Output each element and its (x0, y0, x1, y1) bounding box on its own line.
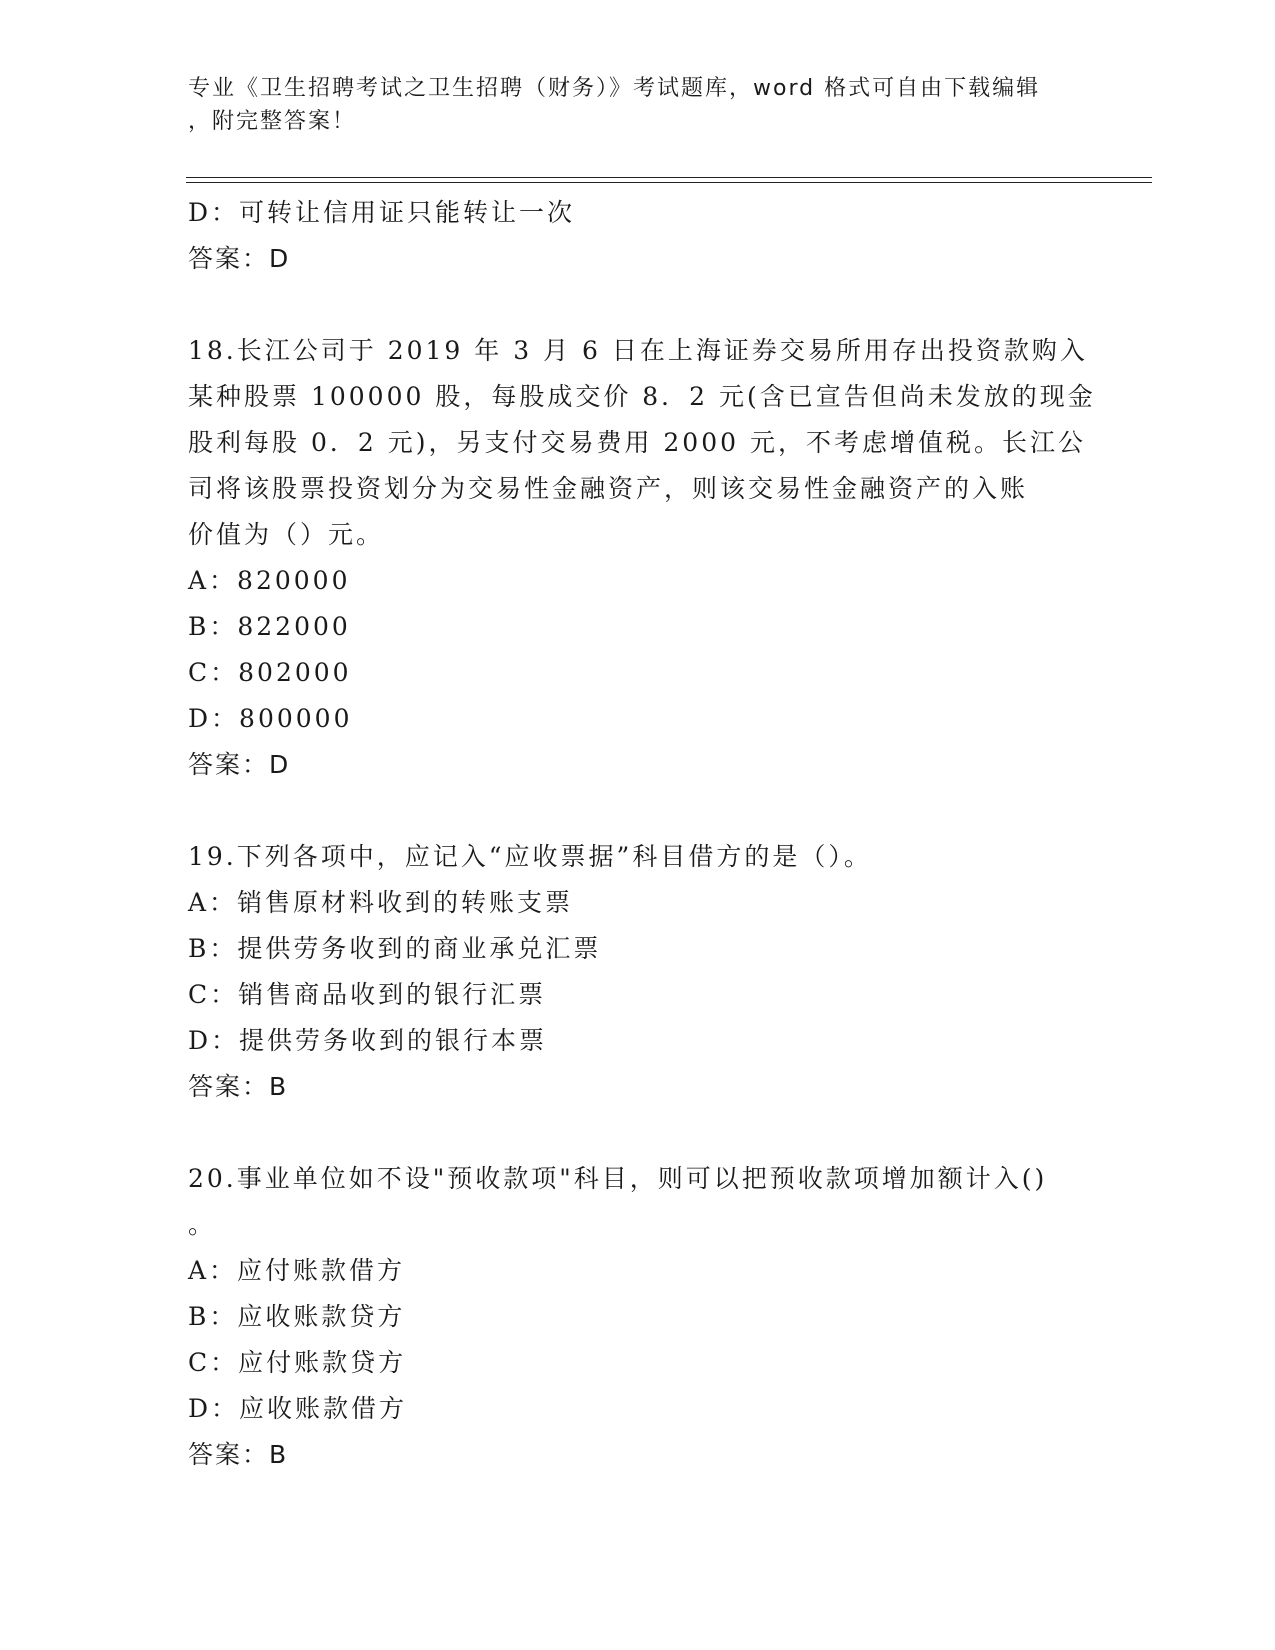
question-20 (188, 1156, 1088, 1478)
spacer (188, 282, 1088, 328)
question-18 (188, 328, 1096, 788)
question-20-answer: 答案：B (188, 1440, 289, 1469)
header-line-2: ，附完整答案！ (188, 109, 357, 134)
question-18-option-c: C：802000 (188, 658, 352, 687)
question-19-option-b: B：提供劳务收到的商业承兑汇票 (188, 934, 602, 963)
question-18-stem-line: 18.长江公司于 2019 年 3 月 6 日在上海证券交易所用存出投资款购入 (188, 336, 1088, 365)
question-18-stem-line: 司将该股票投资划分为交易性金融资产，则该交易性金融资产的入账 (188, 474, 1029, 503)
question-19-stem: 19.下列各项中，应记入“应收票据”科目借方的是（）。 (188, 842, 872, 871)
question-18-stem-line: 股利每股 0．2 元)，另支付交易费用 2000 元，不考虑增值税。长江公 (188, 428, 1086, 457)
question-19 (188, 834, 1088, 1110)
question-content (188, 190, 1096, 1478)
question-19-option-c: C：销售商品收到的银行汇票 (188, 980, 547, 1009)
prev-answer: 答案：D (188, 244, 291, 273)
question-20-option-b: B：应收账款贷方 (188, 1302, 406, 1331)
header-double-rule (186, 177, 1152, 183)
question-18-option-b: B：822000 (188, 612, 351, 641)
header-line-1: 专业《卫生招聘考试之卫生招聘（财务）》考试题库，word 格式可自由下载编辑 (188, 76, 1041, 101)
question-18-stem (188, 328, 1096, 558)
page-header (188, 72, 1068, 138)
question-20-option-d: D：应收账款借方 (188, 1394, 408, 1423)
spacer (188, 1110, 1088, 1156)
question-18-stem-line: 某种股票 100000 股，每股成交价 8．2 元(含已宣告但尚未发放的现金 (188, 382, 1096, 411)
spacer (188, 788, 1088, 834)
question-18-answer: 答案：D (188, 750, 291, 779)
question-18-stem-line: 价值为（）元。 (188, 520, 385, 549)
question-18-option-d: D：800000 (188, 704, 353, 733)
question-18-option-a: A：820000 (188, 566, 351, 595)
prev-option-d: D：可转让信用证只能转让一次 (188, 198, 576, 227)
question-20-option-a: A：应付账款借方 (188, 1256, 406, 1285)
question-20-stem-line: 。 (188, 1210, 217, 1239)
question-19-answer: 答案：B (188, 1072, 289, 1101)
question-19-option-a: A：销售原材料收到的转账支票 (188, 888, 574, 917)
question-19-option-d: D：提供劳务收到的银行本票 (188, 1026, 548, 1055)
question-20-option-c: C：应付账款贷方 (188, 1348, 407, 1377)
question-20-stem-line: 20.事业单位如不设"预收款项"科目，则可以把预收款项增加额计入() (188, 1164, 1048, 1193)
